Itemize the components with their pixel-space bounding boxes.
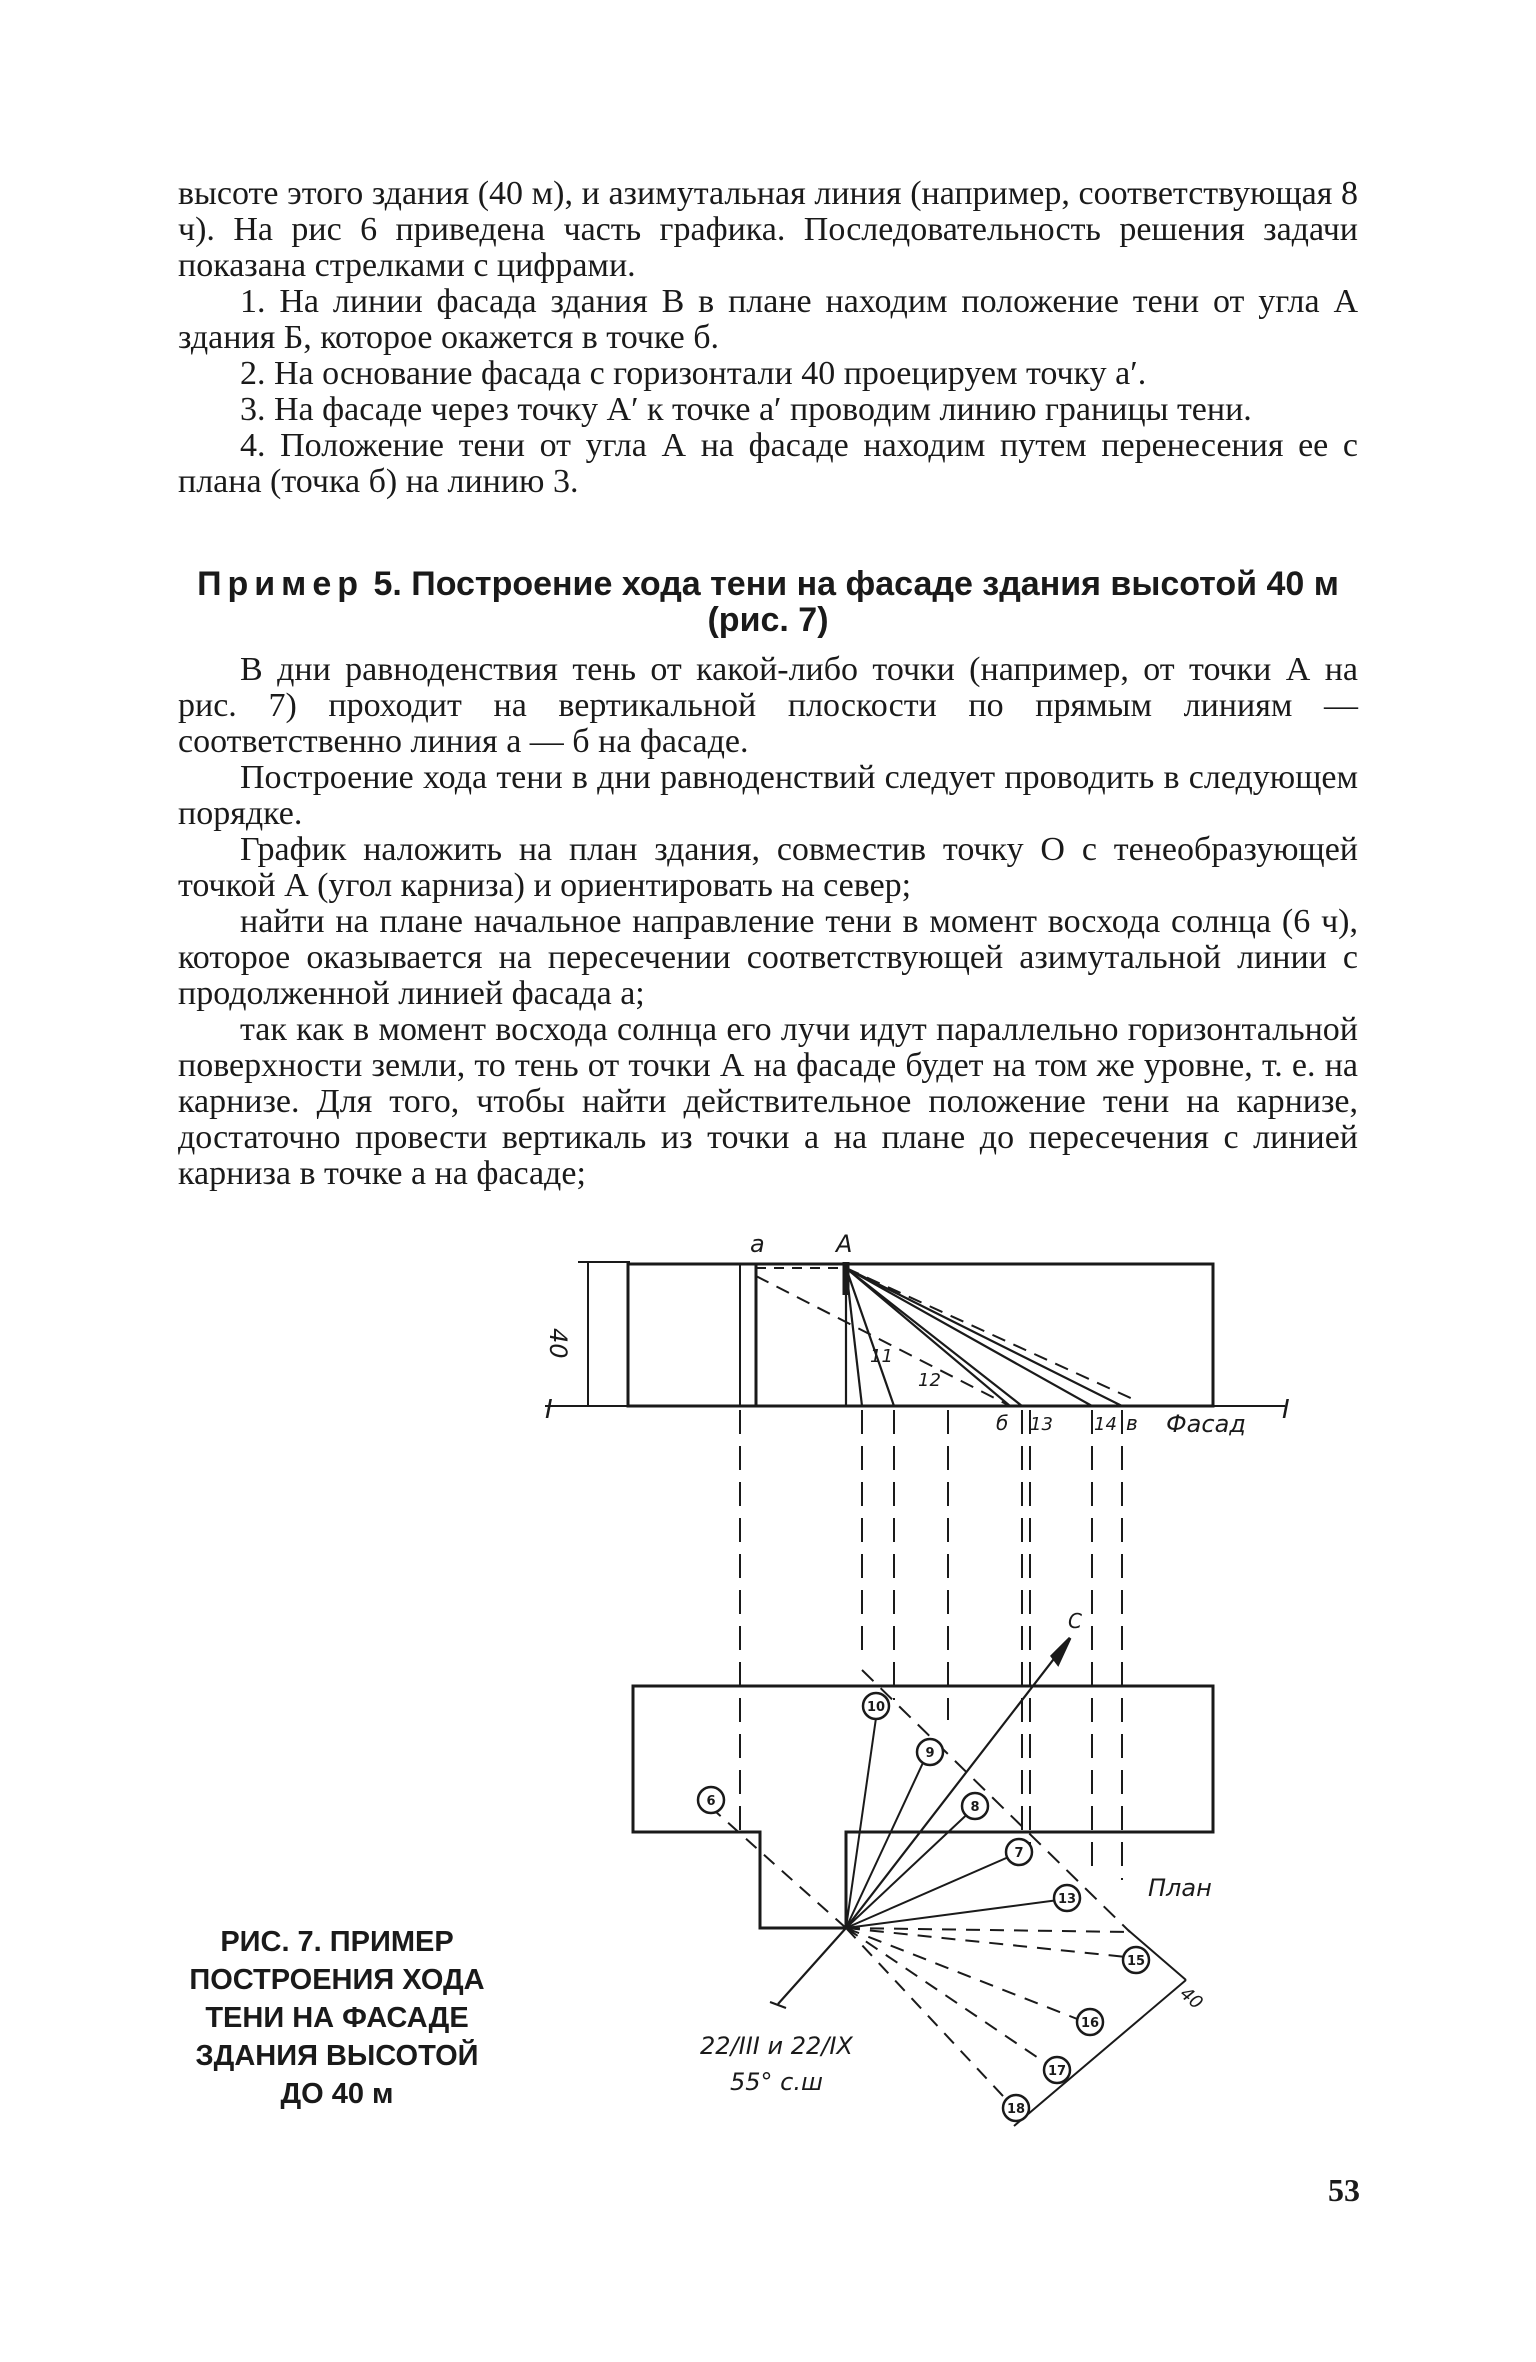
hour-15-label: 15 xyxy=(1126,1954,1146,1969)
hour-16-label: 16 xyxy=(1080,2016,1100,2031)
label-A: А xyxy=(836,1230,853,1258)
example-title: 5. Построение хода тени на фасаде здания высотой 40 м (рис. 7) xyxy=(373,565,1339,639)
step-3: 3. На фасаде через точку А′ к точке а′ проводим линию границы тени. xyxy=(240,391,1252,428)
hour-10-label: 10 xyxy=(866,1700,886,1715)
label-13: 13 xyxy=(1030,1414,1053,1435)
step-1: 1. На линии фасада здания В в плане находим положение тени от угла А здания Б, которое окажется в точке б. xyxy=(178,283,1358,356)
example-paragraph: График наложить на план здания, совместив точку О с тенеобразующей точкой А (угол карниза) и ориентировать на север; xyxy=(178,831,1358,904)
example-paragraph: В дни равноденствия тень от какой-либо точки (например, от точки А на рис. 7) проходит на вертикальной плоскости по прямым линиям — соответственно линия а — б на фасаде. xyxy=(178,651,1358,760)
hour-7-label: 7 xyxy=(1014,1846,1024,1861)
facade-shadow-rays xyxy=(846,1268,1122,1406)
south-line xyxy=(778,1928,846,2004)
graph-frame-edge xyxy=(1014,1980,1186,2126)
label-latitude: 55° с.ш xyxy=(730,2068,823,2096)
facade-shadow-boundary xyxy=(756,1276,1010,1406)
azimuth-line xyxy=(846,1806,976,1928)
label-14: 14 xyxy=(1094,1414,1117,1435)
label-height-40: 40 xyxy=(544,1328,572,1359)
step-2: 2. На основание фасада с горизонтали 40 проецируем точку а′. xyxy=(240,355,1147,392)
example-paragraph: найти на плане начальное направление тени в момент восхода солнца (6 ч), которое оказывается на пересечении соответствующей азимутальной линии с продолженной линией фасада а; xyxy=(178,903,1358,1012)
label-11: 11 xyxy=(870,1346,893,1367)
intro-paragraph: высоте этого здания (40 м), и азимутальная линия (например, соответствующая 8 ч). На рис 6 приведена часть графика. Последовательность решения задачи показана стрелками с цифрами. xyxy=(178,175,1358,284)
label-b: б xyxy=(996,1411,1009,1435)
hour-6-label: 6 xyxy=(706,1794,716,1809)
label-12: 12 xyxy=(918,1370,941,1391)
label-v: в xyxy=(1126,1411,1138,1435)
example-paragraph: так как в момент восхода солнца его лучи идут параллельно горизонтальной поверхности земли, то тень от точки А на фасаде будет на том же уровне, т. е. на карнизе. Для того, чтобы найти действительное положение тени на карнизе, достаточно провести вертикаль из точки а на плане до пересечения с линией карниза в точке а на фасаде; xyxy=(178,1011,1358,1192)
label-axis-I-left: I xyxy=(545,1395,553,1425)
label-scale-40: 40 xyxy=(1175,1982,1207,2014)
label-a: а xyxy=(750,1230,765,1258)
hour-17-label: 17 xyxy=(1047,2064,1067,2079)
hour-18-label: 18 xyxy=(1006,2102,1026,2117)
step-4: 4. Положение тени от угла А на фасаде находим путем перенесения ее с плана (точка б) на линию 3. xyxy=(178,427,1358,500)
north-arrow-line xyxy=(846,1638,1070,1928)
label-plan: План xyxy=(1148,1874,1212,1902)
north-arrow-head xyxy=(1052,1638,1070,1664)
label-north: С xyxy=(1068,1609,1082,1633)
azimuth-line xyxy=(846,1928,1016,2110)
plan-shadow-boundary xyxy=(862,1670,1130,1932)
hour-13-label: 13 xyxy=(1057,1892,1077,1907)
figure-caption: РИС. 7. ПРИМЕР ПОСТРОЕНИЯ ХОДА ТЕНИ НА ФАСАДЕ ЗДАНИЯ ВЫСОТОЙ ДО 40 м xyxy=(189,1926,485,2110)
plan-azimuth-dashed xyxy=(716,1812,1136,2110)
example-paragraph: Построение хода тени в дни равноденствий следует проводить в следующем порядке. xyxy=(178,759,1358,832)
example-label: Пример xyxy=(197,565,364,603)
hour-9-label: 9 xyxy=(925,1746,935,1761)
page-number: 53 xyxy=(1328,2172,1360,2208)
azimuth-line xyxy=(846,1928,1136,1958)
label-axis-I-right: I xyxy=(1282,1395,1290,1425)
label-facade: Фасад xyxy=(1166,1410,1246,1438)
azimuth-line xyxy=(846,1928,1130,1932)
hour-8-label: 8 xyxy=(970,1800,980,1815)
plan-azimuth-solid xyxy=(846,1704,1066,1928)
label-date: 22/III и 22/IX xyxy=(700,2032,853,2060)
azimuth-line xyxy=(716,1812,846,1928)
